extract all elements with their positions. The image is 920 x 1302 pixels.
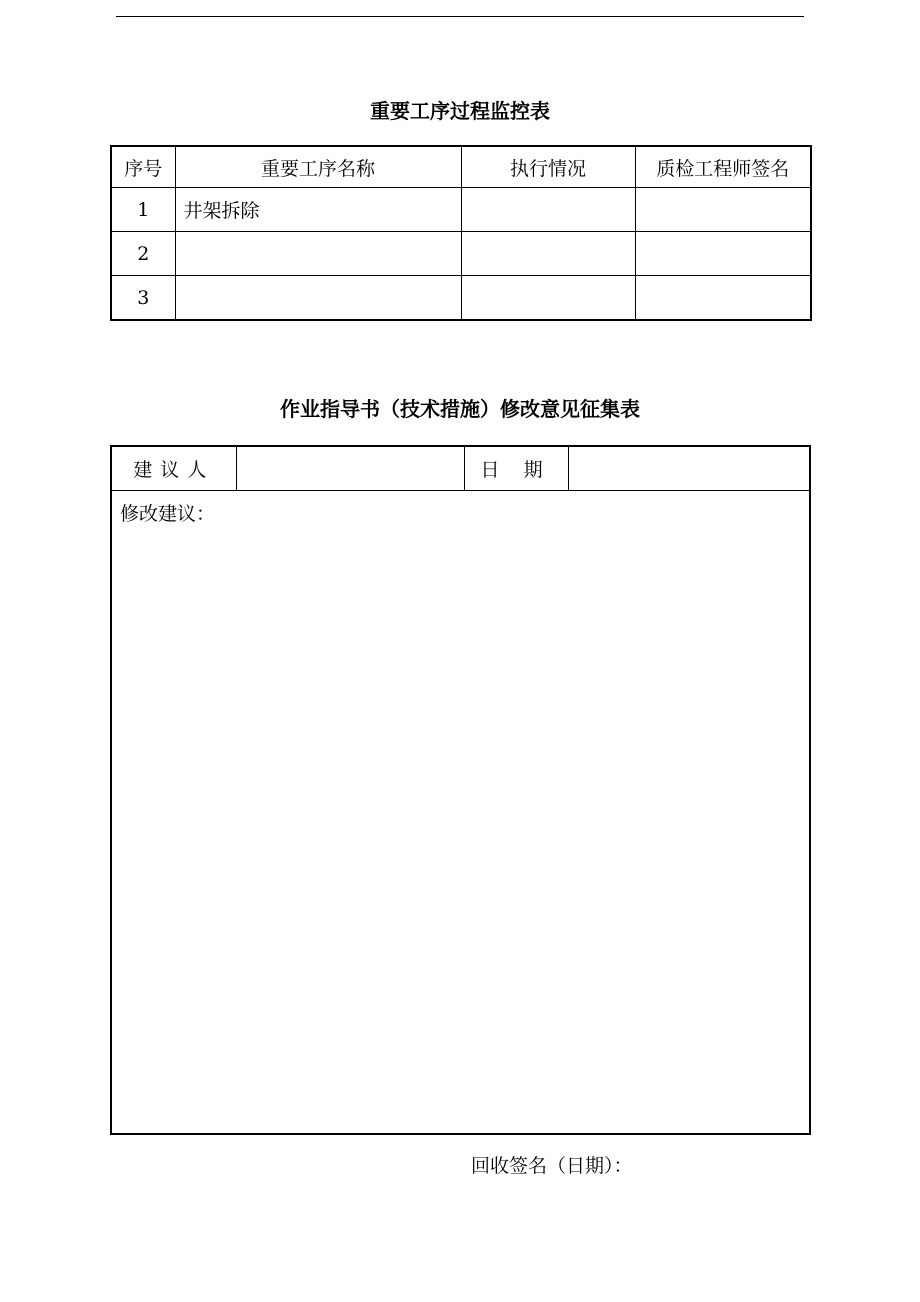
header-qc-signature: 质检工程师签名 — [635, 146, 811, 188]
proposer-label: 建议人 — [111, 446, 236, 491]
row-execution-status[interactable] — [461, 188, 635, 232]
row-qc-signature[interactable] — [635, 188, 811, 232]
row-process-name[interactable] — [175, 232, 461, 276]
monitor-table-title: 重要工序过程监控表 — [370, 99, 550, 123]
proposal-form-table — [110, 445, 811, 1135]
suggestion-label: 修改建议： — [120, 503, 216, 525]
suggestion-row — [111, 491, 810, 1135]
row-execution-status[interactable] — [461, 276, 635, 321]
row-seq: 3 — [111, 276, 175, 321]
row-seq: 2 — [111, 232, 175, 276]
table-row — [111, 276, 811, 321]
process-monitor-table — [110, 145, 812, 321]
table-header-row — [111, 146, 811, 188]
row-execution-status[interactable] — [461, 232, 635, 276]
header-seq: 序号 — [111, 146, 175, 188]
date-label: 日 期 — [464, 446, 568, 491]
date-field[interactable] — [568, 446, 810, 491]
header-process-name: 重要工序名称 — [175, 146, 461, 188]
proposer-field[interactable] — [236, 446, 464, 491]
proposal-form-title: 作业指导书（技术措施）修改意见征集表 — [280, 397, 640, 421]
header-execution-status: 执行情况 — [461, 146, 635, 188]
table-row — [111, 232, 811, 276]
proposer-row — [111, 446, 810, 491]
header-rule — [116, 16, 804, 17]
collection-signature-label: 回收签名（日期）： — [471, 1155, 633, 1177]
row-seq: 1 — [111, 188, 175, 232]
row-qc-signature[interactable] — [635, 232, 811, 276]
row-process-name[interactable] — [175, 276, 461, 321]
row-qc-signature[interactable] — [635, 276, 811, 321]
row-process-name[interactable]: 井架拆除 — [175, 188, 461, 232]
suggestion-area[interactable] — [111, 491, 810, 1135]
table-row — [111, 188, 811, 232]
